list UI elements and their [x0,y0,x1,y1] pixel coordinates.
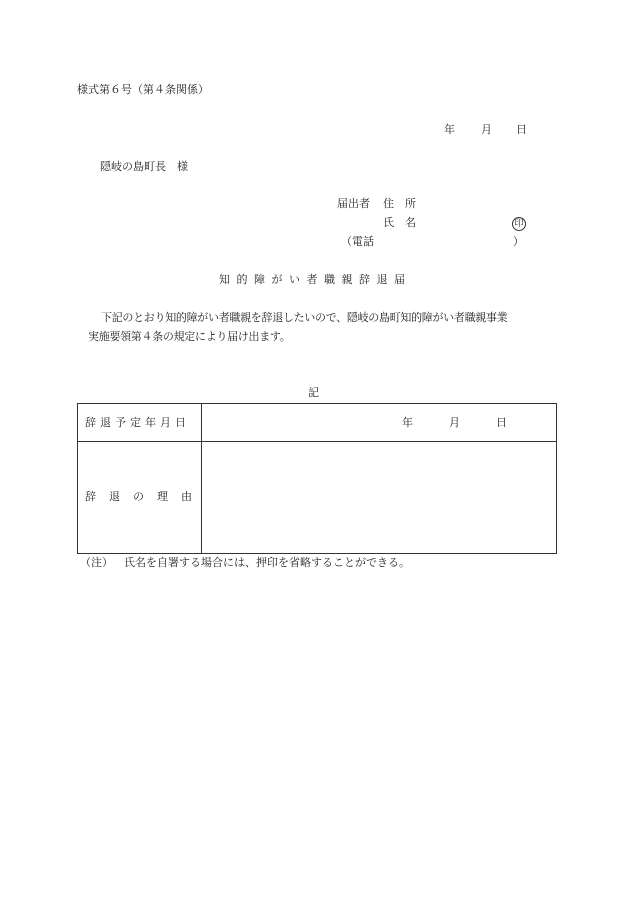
note-label: （注） [80,556,113,569]
date-month: 月 [481,123,492,136]
withdrawal-date-day[interactable]: 日 [496,416,507,429]
body-line-2: 実施要領第４条の規定により届け出ます。 [88,330,291,343]
phone-label: （電話 [341,235,374,248]
ki-heading: 記 [308,386,319,399]
withdrawal-reason-label: 辞 退 の 理 由 [85,490,193,503]
note-text: 氏名を自署する場合には、押印を省略することができる。 [124,556,410,569]
column-divider [201,404,202,553]
document-title: 知的障がい者職親辞退届 [219,273,412,286]
withdrawal-date-month[interactable]: 月 [449,416,460,429]
seal-icon [512,216,526,231]
seal-mark: 印 [512,217,526,231]
phone-close: ） [513,235,524,248]
addressee: 隠岐の島町長 様 [100,160,188,173]
date-year: 年 [444,123,455,136]
name-label: 氏 名 [383,216,416,229]
applicant-label: 届出者 [337,197,370,210]
body-line-1: 下記のとおり知的障がい者職親を辞退したいので、隠岐の島町知的障がい者職親事業 [101,311,508,324]
row-divider [78,441,556,442]
withdrawal-date-label: 辞退予定年月日 [85,416,190,429]
details-table [77,403,557,554]
withdrawal-date-year[interactable]: 年 [402,416,413,429]
withdrawal-reason-field[interactable] [203,443,556,553]
form-number: 様式第６号（第４条関係） [77,83,209,96]
date-day: 日 [516,123,527,136]
address-label: 住 所 [383,197,416,210]
